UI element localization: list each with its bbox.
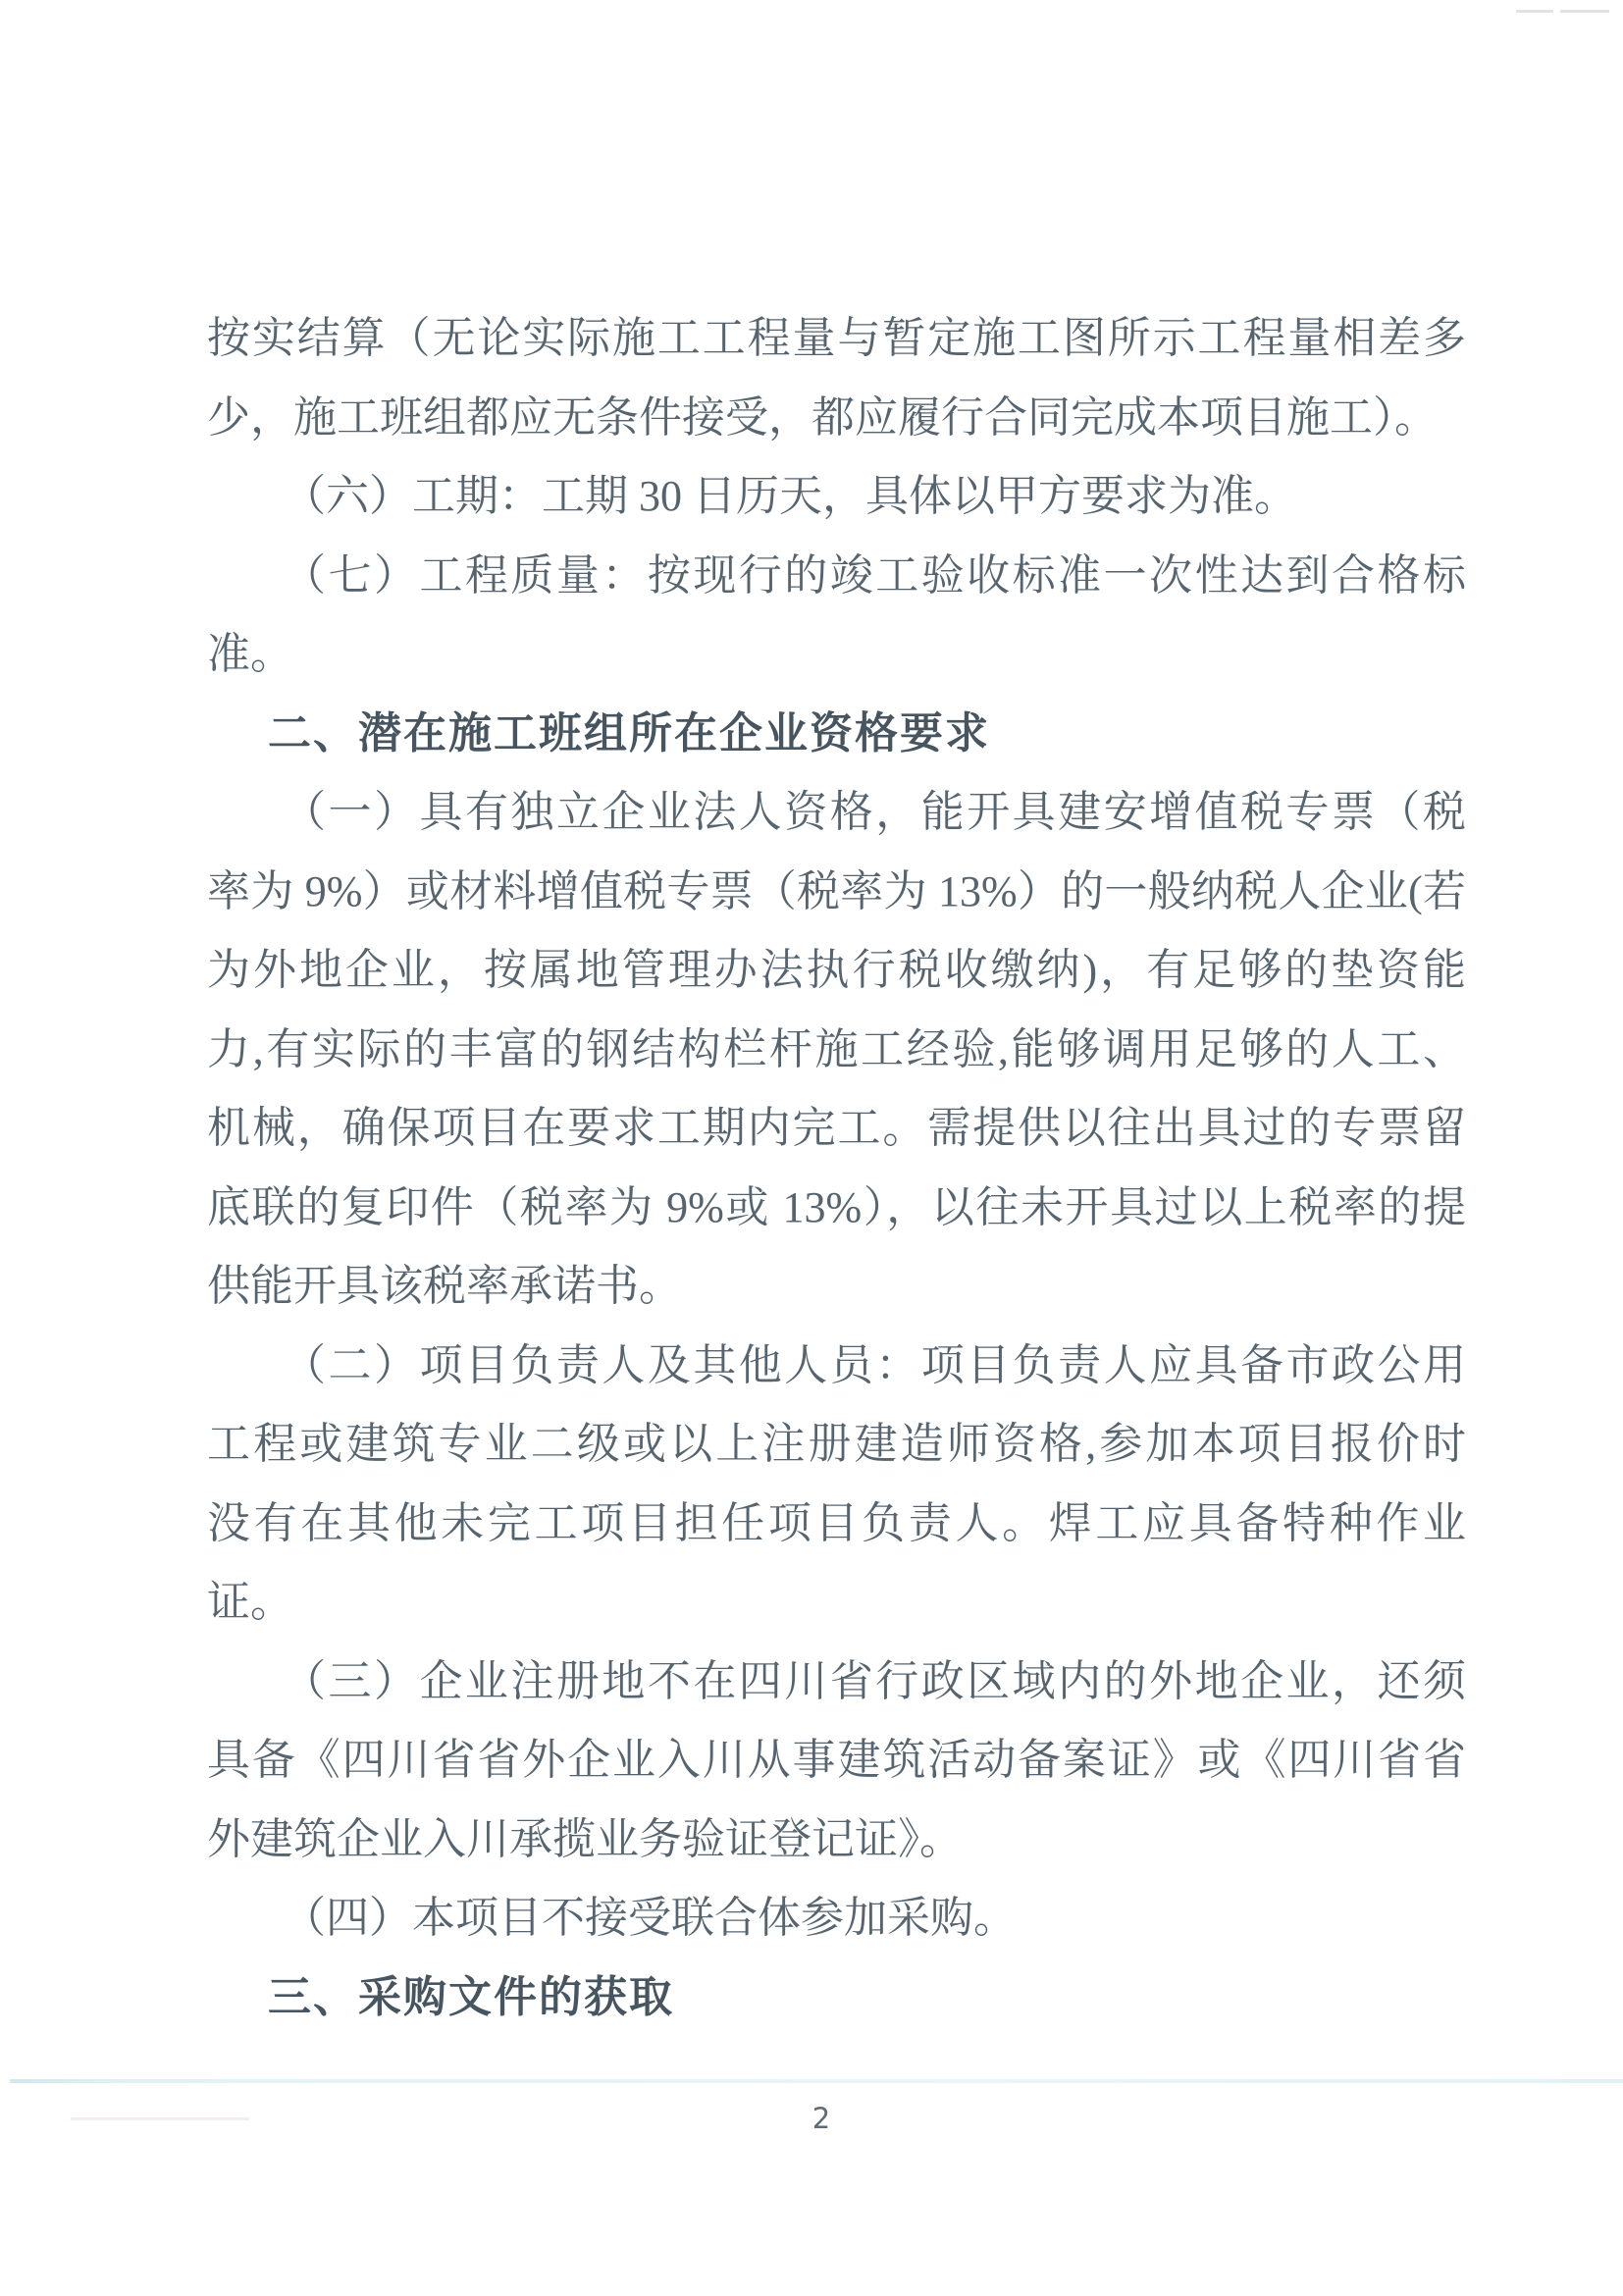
document-line: （一）具有独立企业法人资格，能开具建安增值税专票（税 [283,788,1466,836]
page-number: 2 [812,2102,831,2135]
document-line: 率为 9%）或材料增值税专票（税率为 13%）的一般纳税人企业(若 [207,866,1466,915]
document-line: 少，施工班组都应无条件接受，都应履行合同完成本项目施工）。 [207,392,1438,442]
document-line: 底联的复印件（税率为 9%或 13%），以往未开具过以上税率的提 [207,1182,1466,1231]
document-line: 供能开具该税率承诺书。 [207,1262,682,1310]
section-heading-procurement-docs: 三、采购文件的获取 [268,1972,674,2021]
document-line: 力,有实际的丰富的钢结构栏杆施工经验,能够调用足够的人工、 [207,1024,1466,1073]
document-text-block [207,299,1466,2037]
scan-artifact-top-dash [1560,10,1609,13]
document-line: （七）工程质量：按现行的竣工验收标准一次性达到合格标 [283,550,1466,600]
document-line: 准。 [207,630,293,678]
document-line: （二）项目负责人及其他人员：项目负责人应具备市政公用 [283,1340,1466,1389]
document-line: （六）工期：工期 30 日历天，具体以甲方要求为准。 [283,472,1297,520]
document-line: 按实结算（无论实际施工工程量与暂定施工图所示工程量相差多 [207,314,1466,362]
scan-artifact-pink-line [71,2117,249,2120]
document-line: 具备《四川省省外企业入川从事建筑活动备案证》或《四川省省 [207,1736,1466,1784]
document-line: 为外地企业，按属地管理办法执行税收缴纳)，有足够的垫资能 [207,946,1466,994]
document-line: （三）企业注册地不在四川省行政区域内的外地企业，还须 [283,1656,1466,1705]
document-line: 证。 [207,1578,293,1626]
document-line: 没有在其他未完工项目担任项目负责人。焊工应具备特种作业 [207,1498,1466,1547]
document-line: 工程或建筑专业二级或以上注册建造师资格,参加本项目报价时 [207,1420,1466,1468]
document-line: 机械，确保项目在要求工期内完工。需提供以往出具过的专票留 [207,1104,1466,1152]
section-heading-qualification: 二、潜在施工班组所在企业资格要求 [268,708,990,757]
document-line: 外建筑企业入川承揽业务验证登记证》。 [207,1814,963,1863]
scan-artifact-top-dash [1516,10,1553,13]
scan-artifact-cyan-line [10,2079,1623,2083]
document-line: （四）本项目不接受联合体参加采购。 [283,1894,1017,1942]
